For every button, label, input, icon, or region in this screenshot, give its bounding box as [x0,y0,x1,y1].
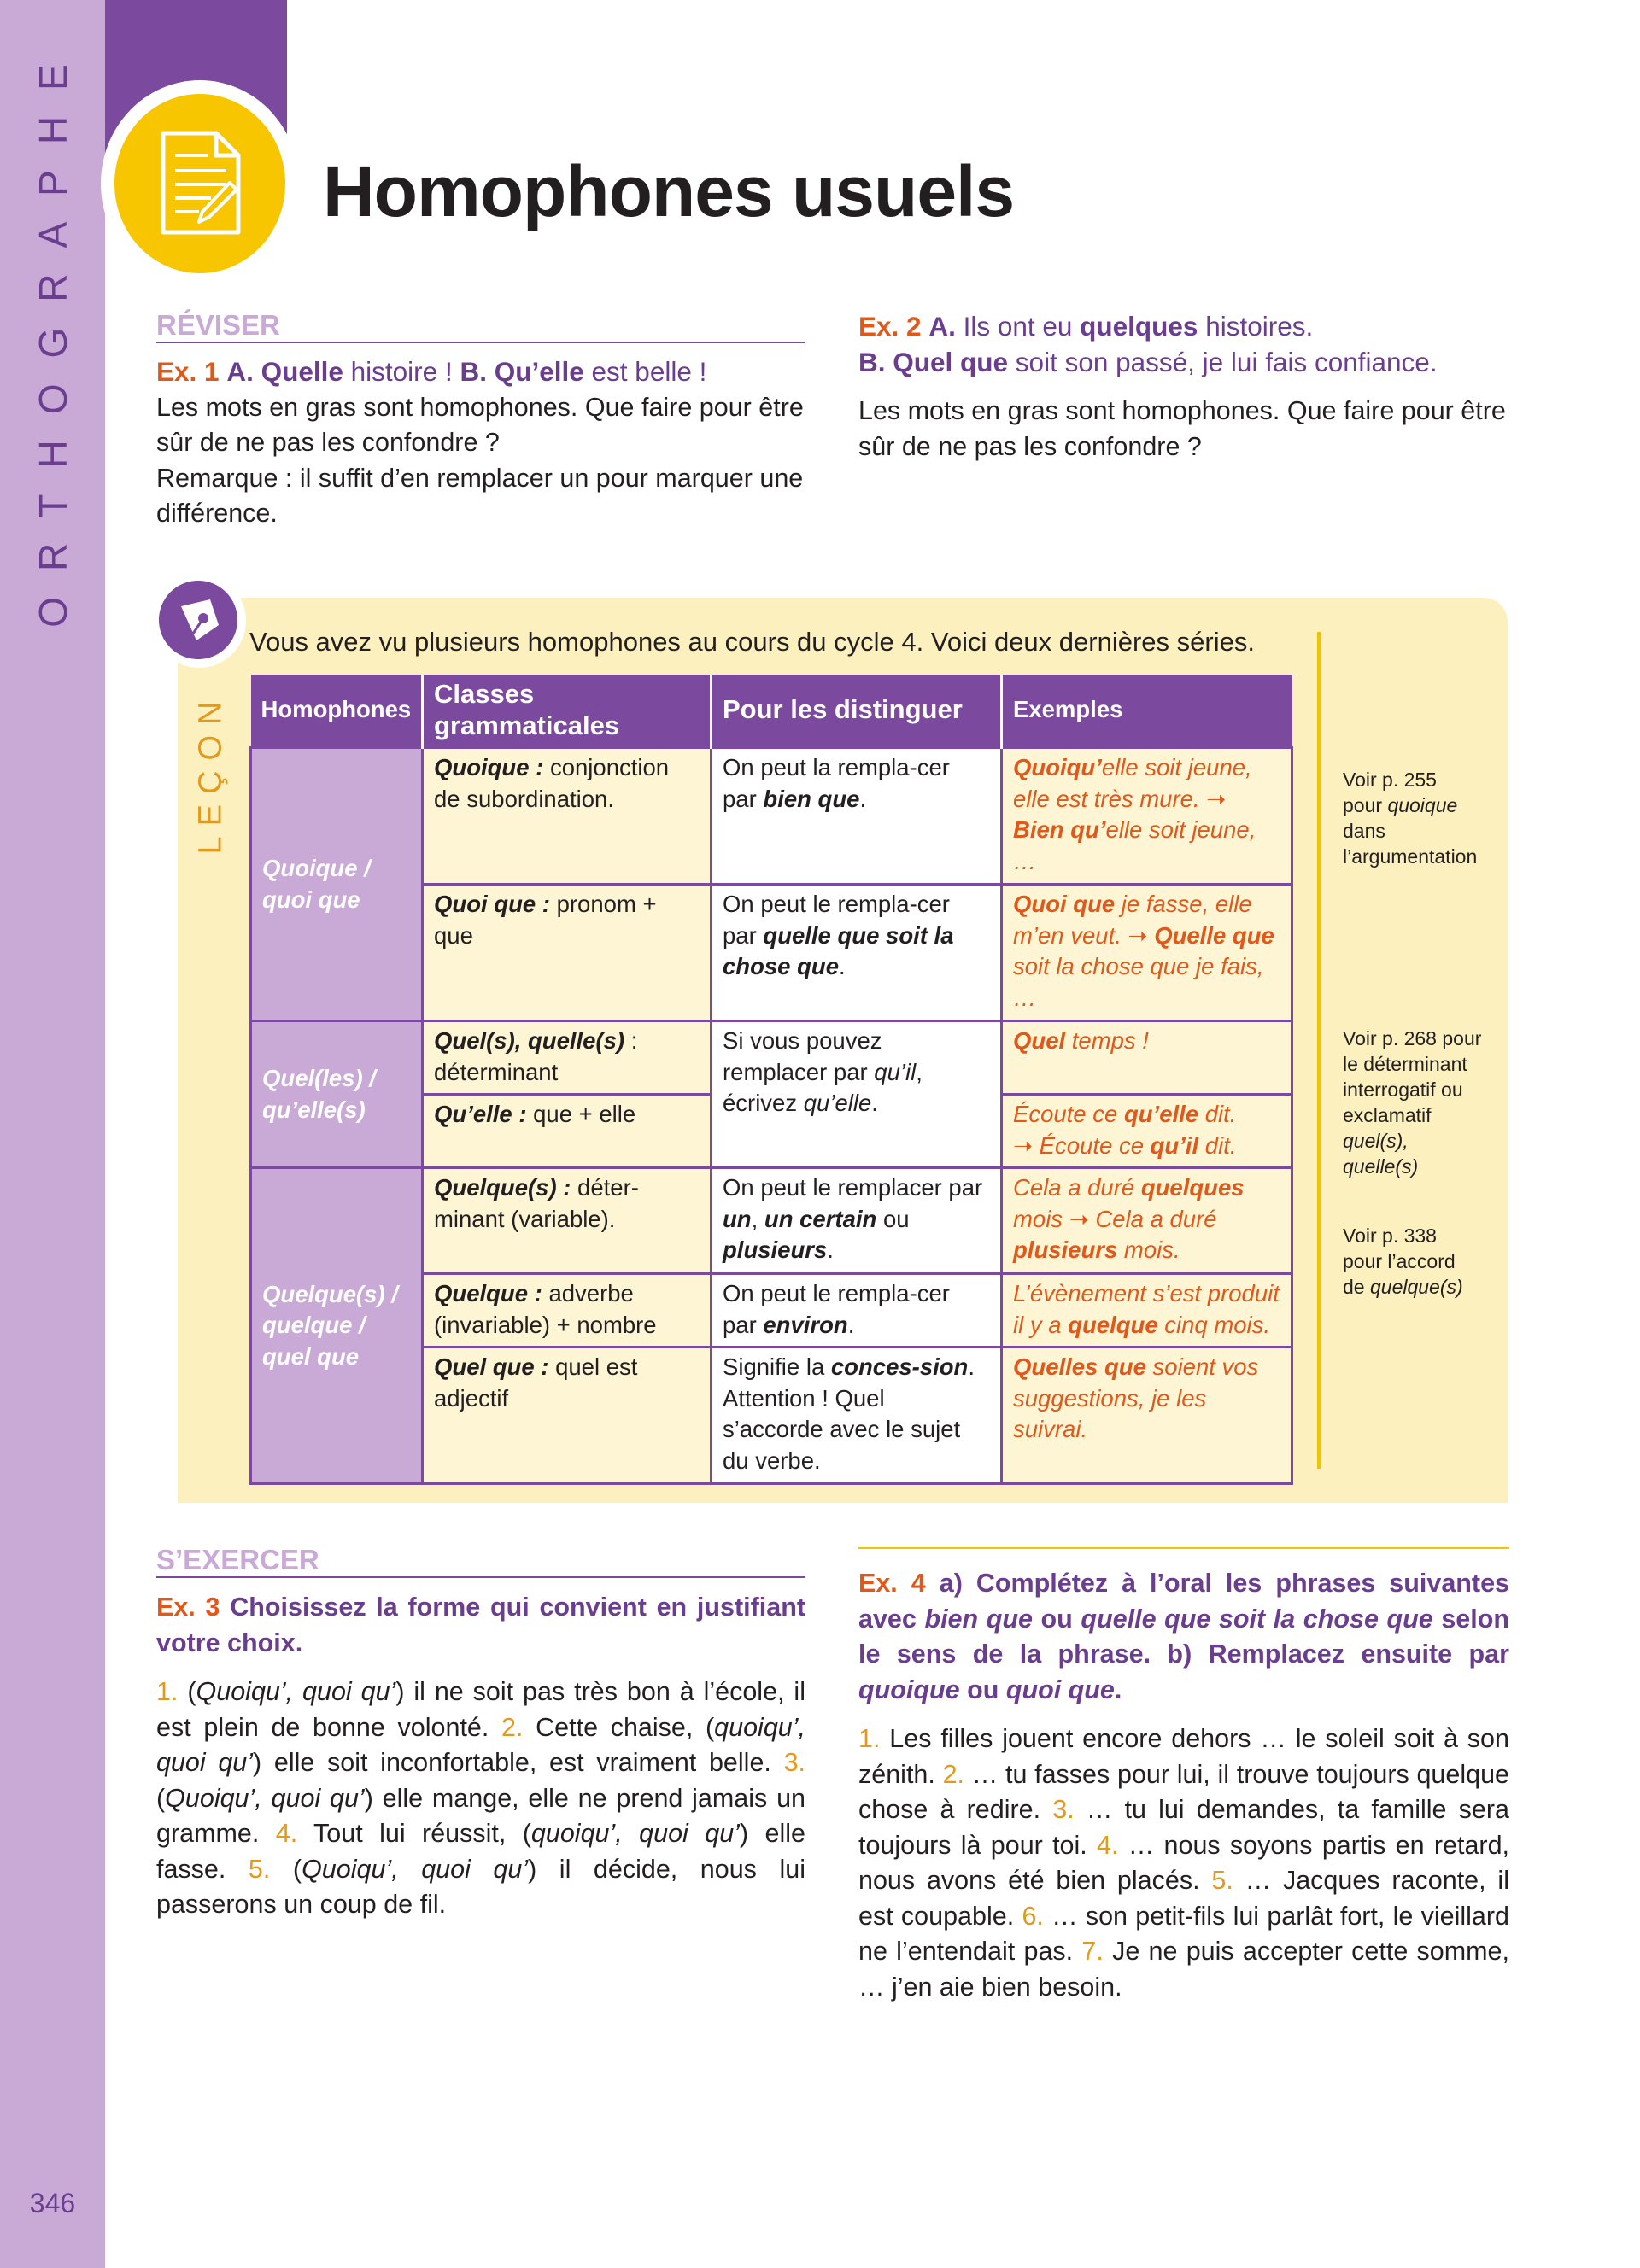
lesson-label: LEÇON [192,691,229,855]
column-header: Exemples [1002,675,1292,748]
distinguish-cell: On peut le rempla-cer par environ. [712,1274,1002,1347]
homophone-group: Quelque(s) / quelque / quel que [251,1168,423,1484]
example-cell: Quelles que soient vos suggestions, je les suivrai. [1002,1347,1292,1484]
heading-rule [858,1547,1509,1549]
section-heading-reviser: RÉVISER [156,309,280,341]
grammar-cell: Qu’elle : que + elle [423,1095,712,1168]
section-heading-exercer: S’EXERCER [156,1544,319,1575]
grammar-cell: Quel(s), quelle(s) : déterminant [423,1021,712,1095]
ex4-label: Ex. 4 [858,1569,926,1598]
example-cell: Quoiqu’elle soit jeune, elle est très mure. ➝ Bien qu’elle soit jeune, … [1002,748,1292,885]
document-pen-icon [160,130,242,236]
grammar-cell: Quoi que : pronom + que [423,885,712,1021]
distinguish-cell: Si vous pouvez remplacer par qu’il, écrivez qu’elle. [712,1021,1002,1168]
ex1-label: Ex. 1 [156,356,220,387]
homophones-table [249,675,1293,1485]
example-cell: Écoute ce qu’elle dit. ➝ Écoute ce qu’il dit. [1002,1095,1292,1168]
distinguish-cell: On peut le rempla-cer par quelle que soit la chose que. [712,885,1002,1021]
table-header-row [251,675,1292,748]
exercise-1: Ex. 1 A. Quelle histoire ! B. Qu’elle est belle ! Les mots en gras sont homophones. Que faire pour être sûr de ne pas les confondre ? Remarque : il suffit d’en remplacer un pour marquer une différence. [156,356,804,528]
ex3-label: Ex. 3 [156,1593,220,1622]
exercise-3: Ex. 3 Choisissez la forme qui convient en justifiant votre choix. 1. (Quoiqu’, quoi qu’) il ne soit pas très bon à l’école, il est plein de bonne volonté. 2. Cette chaise, (quoiqu’, quoi qu’) elle soit inconfortable, est vraiment belle. 3. (Quoiqu’, quoi qu’) elle mange, elle ne prend jamais un gramme. 4. Tout lui réussit, (quoiqu’, quoi qu’) elle fasse. 5. (Quoiqu’, quoi qu’) il décide, nous lui passerons un coup de fil. [156,1593,806,1919]
subject-label: ORTHOGRAPHE [30,38,75,628]
ex2-label: Ex. 2 [858,311,922,342]
table-row [251,1021,1292,1095]
heading-rule [156,1576,805,1578]
side-note: Voir p. 268 pour le déterminant interrogatif ou exclamatif quel(s), quelle(s) [1343,1027,1482,1178]
page-title: Homophones usuels [323,151,1015,231]
example-cell: L’évènement s’est produit il y a quelque cinq mois. [1002,1274,1292,1347]
exercise-2: Ex. 2 A. Ils ont eu quelques histoires. B. Quel que soit son passé, je lui fais confiance. Les mots en gras sont homophones. Que faire pour être sûr de ne pas les confondre ? [858,311,1506,461]
homophone-group: Quoique / quoi que [251,748,423,1021]
grammar-cell: Quoique : conjonction de subordination. [423,748,712,885]
grammar-cell: Quel que : quel est adjectif [423,1347,712,1484]
column-header: Homophones [251,675,423,748]
table-row [251,748,1292,885]
side-note: Voir p. 338 pour l’accord de quelque(s) [1343,1225,1463,1298]
exercise-4: Ex. 4 a) Complétez à l’oral les phrases suivantes avec bien que ou quelle que soit la chose que selon le sens de la phrase. b) Remplacez ensuite par quoique ou quoi que. 1. Les filles jouent encore dehors … le soleil soit à son zénith. 2. … tu fasses pour lui, il trouve toujours quelque chose à redire. 3. … tu lui demandes, ta famille sera toujours là pour toi. 4. … nous soyons partis en retard, nous avons été bien placés. 5. … Jacques raconte, il est coupable. 6. … son petit-fils lui parlât fort, le vieillard ne l’entendait pas. 7. Je ne puis accepter cette somme, … j’en aie bien besoin. [858,1569,1510,2002]
lesson-nib-icon [159,581,237,659]
side-note: Voir p. 255 pour quoique dans l’argumentation [1343,769,1478,868]
homophone-group: Quel(les) / qu’elle(s) [251,1021,423,1168]
example-cell: Quoi que je fasse, elle m’en veut. ➝ Quelle que soit la chose que je fais, … [1002,885,1292,1021]
lesson-intro: Vous avez vu plusieurs homophones au cours du cycle 4. Voici deux dernières séries. [249,627,1255,657]
distinguish-cell: On peut le remplacer par un, un certain ou plusieurs. [712,1168,1002,1274]
grammar-cell: Quelque : adverbe (invariable) + nombre [423,1274,712,1347]
column-header: Classes grammaticales [423,675,712,748]
margin-rule [1317,632,1321,1469]
example-cell: Cela a duré quelques mois ➝ Cela a duré plusieurs mois. [1002,1168,1292,1274]
grammar-cell: Quelque(s) : déter-minant (variable). [423,1168,712,1274]
heading-rule [156,342,805,343]
column-header: Pour les distinguer [712,675,1002,748]
example-cell: Quel temps ! [1002,1021,1292,1095]
page-number: 346 [29,2188,76,2218]
distinguish-cell: Signifie la conces-sion. Attention ! Quel s’accorde avec le sujet du verbe. [712,1347,1002,1484]
distinguish-cell: On peut la rempla-cer par bien que. [712,748,1002,885]
table-row [251,1168,1292,1274]
